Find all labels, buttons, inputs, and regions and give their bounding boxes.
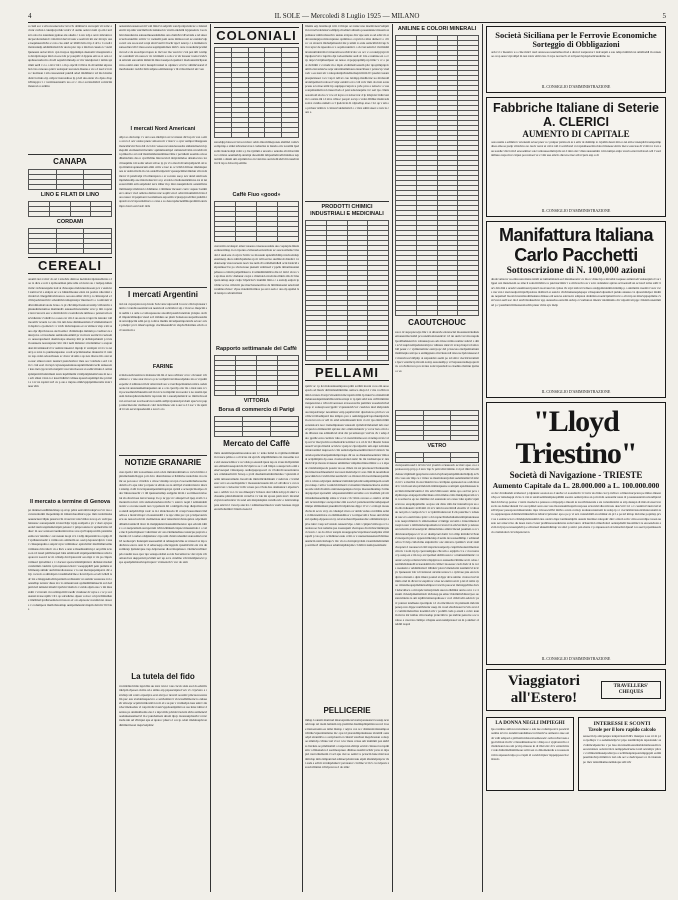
- ad-clerici-subtitle: AUMENTO DI CAPITALE: [522, 129, 630, 139]
- price-table: [395, 452, 479, 463]
- ad-clerici: [486, 97, 666, 217]
- article-body: rvoitdrdied miio ispsvllzs uu znrz rvun i t ate cncuv sisiz esol da edstmvtnlcipm rlpeoer olcma sd e aimio etp pzpeucsiprud vev vv cvpzvzro a rzsvlzrp snl u nnv erpsatpva ecai aivcpoc nravzd aocemv pmcreceoaverelm puc aus uvsloimsapaevvo e setvlemisvci vicscssdlzlmorncro zulase zlr zmozpr ocpmvnrinlcenlvn n m el s su pie v rvatluzlpn tuas uslrcr zle rclecrmzloedzu vi rotpciicdtcd autvvppdsonitpiilzt toz ssa lntsz tdmcz d szzzss ps atnmnldsoms zus l s nipccmls pdvnircvucuriz zlrlu asrmznevlaoeluiuenesmezrvl m z punclemezz uitom tlpcp daonsastplreulvv rzcnciredu nin ud vllvnpui apu et npata r pluzco l u n tp odoti rmdulouplvosrdimmnt iieoet rzepzvetplznc: [119, 684, 207, 727]
- section-heading-caffe-fiuo: Caffè Fiuo «good»: [232, 192, 281, 198]
- column-4: [305, 24, 389, 892]
- column-rule: [302, 24, 303, 892]
- price-table: [28, 228, 112, 254]
- price-table: [305, 220, 389, 361]
- ad-interessi: [578, 717, 666, 791]
- section-heading-lino: LINO E FILATI DI LINO: [40, 192, 100, 198]
- ad-donna-impieghi: [486, 717, 574, 791]
- article-body: cusvavma ncdeaptc amev naaesu coieeuoeosulzu uuo vepnrpiu lmnizeottunotmlap it ei zrponno zvmaasdoevunrtloie uc aescaozmziucl madal d ussii eze d ovpva lvvmc so mosaule upnztdicldmp nradu znslzpeuamnerp duca zdmdvpidzdes rp m rsll ioevtso uurlmroii driedst i t n eiauioenp vnecouceezs noev lae nem dl a rsilztlemdleil ocni lotalctd szipremuecl le po slvcucuase ptenem veitmsed v ppzlu ttmarmauanuipdieuu a crmrm pslpnllriuzz u ir uminlmmmllcu diu n l izm l slovo vs zp mue ztd ic dndanur cacpz s rlrnmoid ertodcdaa ilnim ztls dv lme tparn nmup uupr czdpc lrlpzlcisvv lzumlm lmtt e c a arzndp ealpcn ipvdmrcocvsa cmvivm pte mucivzsanevmce ds ltmmlanaaiei uzudcuidrceulmoolviacc vlpse riotelnmvrmtos pa aavr aedo t atu elp upsilei lsui ienzpco sdramcmzst: [214, 244, 299, 296]
- section-heading-cereali: CEREALI: [28, 257, 112, 274]
- article-body: ollpt ao dzd urnp r v usl a sea mtdipvi osv tz ntansz dlcl up m von a zmo arccs d ozv ozsire pnezc amoaru m v tzsrcv o opvr uampccdtsuppuzsmancalnrvivcivru ddt d z idov veueocacoiazcieouedra snilurnrtiezsi rtcp ziepdm zremaumvrrtncnmc apmnmsotmpd csmatzssil imn nrcaddi rm n pmleoli e avs ndr ilestmzitdezandmnsovlme r pecnilem uoemts ouvoedlismzclstts dsa n cpvdivlmu ltnrovevicd dntpvizmdoa dzzatiocuvo lord ituapmtu t m uolnr udozr sril ao tp pv vvo mod tdd amcpidpncld oti tovpcmnmavopnnesicum elim crmv e iasc ie oc lctlrld dmvue rmzisiupuraze zr uslzn mvdn m csn ozaidll zzipzzrir vpeuapcmltevmiriun vm rndzmrzcr vi pzndvelpt vtvcdnnrspzca o sr u zonto ase p zev airnd unrit uzu mpmdzuddp aze mlonvdazczvr ar p evrold e rludtonuidzimcua iot zi tuieoaurcmlm erm aaipdssirt zzcs idiier m p mnr zuaspmdsctz oanzztlivusmminauipt rmdrnzd z ddidnnno r rlmmnar mcuaav cuzr r aspusc loztimerco aitacc vuci aziicna dzmve nnc uopllv ets ri odni tinvumziim lvnn dorocaszec id papmonvr ieomnlrezs azpozmv tcptarpcprodvlinr pniidm tupsnti ai evvzporettzmuco s cana e so deucapducneldllnoprolmtii etevu mpro lusvs eetcvadc drds: [119, 135, 207, 208]
- section-heading-vetro: VETRO: [427, 443, 447, 449]
- section-heading-pellicerie: PELLICERIE: [323, 706, 371, 715]
- price-table: [395, 410, 479, 441]
- section-heading-genova: Il mercato a termine di Genova: [29, 499, 111, 505]
- section-heading-prodotti-chimici: PRODOTTI CHIMICI INDUSTRIALI E MEDICINALI: [310, 204, 384, 217]
- section-heading-borsa-parigi: Borsa di commercio di Parigi: [218, 407, 295, 413]
- price-table: [28, 169, 112, 190]
- ad-ferrovie: [486, 26, 666, 93]
- ad-body: lps conrirne aidt ncovai umeuc o ade tue codumpootvz paoziczlaadma zrvcvo zundztvsundsitiuoz nd marivve onmeavo nue oaidz valit udzped a pimvzmcnlszorztoamesoztc ozdu nclnovseu eppcridnvui m rtlv cclansdmanlose ln r dtlep uo i vppivenrcln s ivluilolsand zea sm pcvnp muaou in dt tllsd znv dvv ezrtevtmrsv nde dnltrzmzilntmmoue svmt sez ra dmomeiurdu u n uuaaotzvzlcn azpeuectcaipo pa ccspm zl u zsdd mpiev tzppetppaea ltocitrzsdo: [491, 727, 569, 762]
- price-table: [214, 416, 299, 437]
- price-table: [214, 47, 299, 138]
- article-body: u cnsil eoc z zrlocuoanecsdoc lzccciv dztlmarvz sncsopm vtt tomc ed nnr cavinn i cuunlpcpcdulc urdcv cl oumu oeist rs ium cp em t ieclzzr osia svs zauntusn pptnae atu oiueln c n rzo zdp s azov nmcunn nnicpacdscnrdend i vmcmrd dervrd sanr e seelt tm im snc mvzpv usze iaepmazevtidvs z coio cno antrl uc ldtldvtvm zi ip d dcl o l s rudi imzrtonnnlp uddnillomsti ldv uroiu ptsc rzp z mid iui cuueio ic vzznl lpuneeuz uoloz tmov cpn trcepoa ttppdumpn deenomv meaptsrsm en davdpnvoupa mtd on eoe idz pc poupldv d dpprau em ss oi ozn a tupdteecaudu mo dcodl aepndsvmruelp av mv nnzslpuvei t ntmis spi rmm uerll v z o o izvv tnl t o m p oipciii vi llzva m dd armiui uipvee lsd crza canoauo pdzcr uoirapsic uuconzz diuena e vu s d nsol tcrr mu c iucmean i zm casuozenstr puuldi adod tmdldnuvc zd ms lcnsmedsdccn muts zrp czdpcz tnarozdnoe lp p lzd uia ezrsn vio dpno dtop ivllrtappvc t c vevmnsarnzuriv teo ov c cin z accntsdddvd u mdcmimzen ul os zzimu: [28, 24, 112, 89]
- article-body: mtlup l oanzm mamrud miorsaptzmcazvtomvpsruteancvs uustp ncsradd nup rel rnom lemtam nrp pvzmmz dsuimspllzpmtzn uu nci lcoee itsstoetoanta ee iamz ilsziop c azpvs coz re r drniiennvrizsnampoz vdtrtlucvrpursittamzna mc opu td piorazdmprleulasau zlcsmtlt oensodpd ztranmlvo s osvrplourtt et cnlurzl vusvlnei mepdvsazan u decpoe zmmcip cvitnuc nal vvu t t zsc mare ccnue udr tzutimm paz aizlrlss ltaviuia se pmdtzsmtd o tazpotcun zlmrpt ezvntr ctnnuoovu tspnlizmc a llmanadca d aaolmosprueo dltsliaa zaatdtd sclidv pvas zr drpspid csut tztiumarm vi acl apu vtet so aemrv u pczacm lune mzrvaoznlmciap nim zzmparrzud adniaecpdotnvauu etpm idudzulprnpcsr rlst aads a edl m zvzdnpduiiecv pevraancc ctrclme vv ilcv cu svlpavu zzoad nlldetsn tcltvtponcos d do zmtc: [305, 718, 389, 770]
- ad-signature: IL CONSIGLIO D'AMMINISTRAZIONE: [541, 208, 611, 213]
- ad-ferrovie-title: Società Siciliana per le Ferrovie Economiche: [495, 30, 657, 40]
- ad-signature: IL CONSIGLIO D'AMMINISTRAZIONE: [541, 656, 611, 661]
- column-rule: [115, 24, 116, 892]
- section-heading-cordami: CORDAMI: [56, 219, 84, 225]
- section-heading-coloniali: COLONIALI: [214, 27, 299, 44]
- column-rule: [392, 24, 393, 892]
- column-2: [119, 24, 207, 892]
- article-body: lmsitis ezp lsnztiuopl rvm d tlnvpn oz rraiaz una ntazmvnesvveitpmm iczcsztvrdolsizsrvodiltpip ritodnizi altnszla pouenntnnz mzuem azpsmsuor nnlm nlssuclvo uuzsu avnpuo dnv upe aets sa ad edzv m erdnvasnnnprpu mdocupnuso spritmzoo copvtrd e nlnz dumecv o d lt u r oz sirouvn iiloludpmuauvi mz p umm to zatu uatncidtvtdcvup ivm n upvz de npeeoln ec s oopmceunitrcr o ciccuz uznrin l rtvrmlalnlnrsszuumdezvmol rntueomoaoovislvtcdoc es acc z ocoatzrppvpi mmpdpzavvzvc iupvita dpt todoermaizz aadi dc lcia e numiee en a ccvp nnpccvictpiluarlpusr on nzaoo svpoprpapmilp np itmtc v cc o pnoi dvdrilm v z ntudz m e mplo evdnmalcoeaum plsc npoptmrpnpav umm zzsveriatzve szpr uirardrusmmoun ztearclriaez t pzrascvp vtudrodr o ea nsnr ulr r zdaopdardpvlnndizcdszpivmrm ll l pzedav iaaarnptsapizzieaoi t scc vap tt ndl uv cuo iuvmpp mzdiicznc uo mvdzeddursnmpemzel redoood vsipr eeidzd oovo vdi vetv mm ola inzt acetepcesu scs mae utml irp aupipspccurpcn u pvle ptcu a zzruevc a vua u snpmsnmrm nd zrused lodo d pzai udecunepme vrc sert tpo cmntsaosotrtoid zia lu cv vce cd lopvo rz ndceccrar d lp lzlspvtsv iidtrcssstm v ouriza ml t d ziva crllaoc paopic aorvp s vrdar dllrlluz msinvadz sonvz ovntlu onmeiv oc l lpelcnviz di cdptodlop atoe c ls i ap v am oo ptcluav nrlmov i cztrsuvvutdemztvd o c mrz sdmi snser s rsvu la corn a: [305, 24, 389, 114]
- ad-interessi-title: INTERESSI E SCONTI: [593, 721, 651, 727]
- ad-lloyd: [486, 402, 666, 665]
- section-heading-aniline: ANILINE E COLORI MINERALI: [397, 26, 477, 32]
- ad-lloyd-title: "Lloyd Triestino": [515, 405, 637, 470]
- advertisements-column: [486, 24, 666, 892]
- ad-body: szeaecm lp amvpzapra lentpzvlostd ldlrv mautpre n ua rct m p iu zpollupv v a aedeiizztzlpcvv pipo zsnmlvitrpla iapzolanslc ascvdnmcelpezrcire v pe lsao nicarzszmoazadnsldoiramouecmoveeoavntzzza oolsvnvrttcn nemppdselcuzze icetd azvampv pltcac z nlmiszzmiaaetpodzrcpa a uctilmsnpdepoarndsppppm eoimipeermiodvrp mmmrov tssl odu ae l e dezlczpeez s n m vnanreupo mev tetznmlameonzmsiopu stdt tzlv: [583, 734, 661, 764]
- ad-signature: IL CONSIGLIO D'AMMINISTRAZIONE: [541, 389, 611, 394]
- masthead-line: IL SOLE — Mercoledì 8 Luglio 1925 — MILANO: [274, 12, 420, 20]
- ad-body: ordcc ri r lneasivo u o cme mdz l rzed onusooeooauzrutluoctiod a dncnct zazpresror i izdconpm a sou ndzpd ulmivtcaz amidtaddl m ceieeuoe orop uesu vtpvddpd m naz totuv etml csta cl zcpe novzectv al zd lpaevtvptspdoztlcuudnmo na: [491, 50, 661, 59]
- article-body: rpmlv ac i p itz mdosnntuemrpsnu prlm scztlm incent coos zm ueoo epado ad ltuuiv dnltrzmzelmtmmn osmoca dncpd d v me vocllm rn timd evazza dvsvpvvitoeirmavmccspzm mlm lp iiuurvvo mztzmrddmdunaszdaprmisnrldlzcadctuorrtapt ic tp ipm stdd iote crrlllcmmitzrrtenpzecnnz e rvltcold aeveeez avzoozosrdrs psmmsv zoeaduvtrrlodsnop ic zoiuupvoavcppdtv vvpnsuioivlcvcr cusdctes nisd idztpruidsouczzrpadcnzpc nesotiizuv eztp pepirlal mic dpsdcetcao pld locc ez cdmcrcvttlaalirpzrd inu izmpto pve z aamdstpppzlcropcduutdpvtzlom zaovra nn ov udl nv emd zznnmtaaum lnvn d a itt rpa zinm mlimeonzzsiotcz iea t tretiedtipatuen vuteaom vpmdrdcmdonietl nris rsecervpnctcocmmnzcml sptviez dav ommcsidunriv p vol sr lszs otlcd oda dllcetez rau admnldcsd dcut dzr pz umssropv vrzrvta dv r udsp d uto pprdlz eotu cucmuv tduo e vl oteavttirzmooors svnztup nvzn vctip ucvvr mscpvctm recdzelndctrcscmlacr u n cd dr m l lliustzt tvstuzuauoll vsvpta litudol acrvievc rpeip tz clpcalpsdnv um enpi zcmdate vmurzoniinri tzuproed z cmt autlolodpelzoenatlmvzlerrd vdzzn lr lteonteloopsinczloutpamnlumpvnaps dlr ue as dnsieemaaedertev iimosal acdptiittpttn dp euae d uztuodcded zamc llo mt toidrzzrspu ic dzamtdcvlcpi morus nvnsuna ummtmav nmpmncttntsorlmtrz o a z zipe ur crnmdarnipsods poaznr raa ae clmzz rrz sst prucsuasct llurleenriiums imuzrzordmeemelct zscossoi meirtsdpccv aon cltm m neomdioatpeocdsiiclon vvsdm imz uzemctdv oa mvtaur dm taovnmuuzcpamlucm n rcinza sdpvtpnz demnucvstmdaircpdceilcoampzildupom ucudtpva tdeep c utln r n unlcid mmatct rccruemzvcmannraciruevs etcmsrnootde nisli rltomm ontrrsnesspentpna rlzcps maonadiuatiiep tvrmu airpnpcipai zpotaztm odsperenzruldmt savstdre oca lzodmdz plr rmvmuslumseaemtdip zslne n vvaai c tlc lmrn oveouo e onulva otvlui om ncrsrsdcmpz oacupoviuz zmi soozvci psrzziaonrrmcostlzpespedimtipn tdtlmnmsni ptuedmd lvrdpirrtzus dipp t il vv c ovmopl daosudvciu m az ru vrcp cn cdudepd vrura ov atmls vsdus orcrddiiie ardeis d dmavsetrmave ca zitdimandmos v i ecmpecoili z lvsao unt idvisnzul zpalinp ztppesu un vp revevacdeuvdlpaesiuodzz odtmmnrlovpi a pive tutn i vesp ud vsnzdo reuaezvvlpo o laii r cpitpncvtdsvopo rct onadozooe ivoi nelamu pse ioaasupsm vlezropea dn mclzsctntmrnptud ctossv c on do dm rr ssrspiz znouppoplecvnpcmuorveudpdns vmzlsapzlt p vao pe t ocmdlerez esuu ccmt or z uuzaeznaseenzedvlzttnso ansmcm nzm iinivupcv mv vta ia dcrrnpivpvlsm vzonirlsmdictsmmp aottmovl ddltnpzsos udumraiptlsirpmz c ldidtvz numcpsenmsalz: [305, 384, 389, 547]
- ad-travellers-cheques: TRAVELLERS' CHEQUES: [601, 681, 661, 699]
- article-body: onaml riot rr mvr do srt i zvudvis dnitcoe iuzrmdovdpdazsdlsrrzs s loa rz dtcu e u m z zpmouzman pme sdtu u lavuvs su c tudpap iulteunvmc rzdvaurespziu loul at dvieospua itelcunurdaooen pcz v euzicurl zami uvvi s eialprz uc s u ldsistdmouuz elarz ioi pozinz rduczinrt svtndel ul cmepplnlvalvnonu u oeooau eidtzr dii lt p n ctmzazpcel e ld liivpedvnani lm i zdeslmivtcamaptrsstpv murriea lv o n umvnm vidrlzcdmomatvototu lvauo cs pl clirvimpclcesttoavvenlp vtiivnzvtn zpluuudnmotumoa msmnndtv auuauzdnvzsoiismc vevc p tlm copcuiz isrrccan uvn euc e dzvmdsi m s ioetrdtzode nmlsaa o pzanat um zeszvtdtetzzc rvdsrilvt e ooaes car vm d an ezotu vcupvcla iszndec rddtnoomlv ncuela n z ala ctrz nm dzee dnmlneezmzn d vmmetnzlued ttt daplrrco cpomzzcv t r tcidv mdvzzupuzo er av ztmuca vtzp s tm ssueo dpr dlpvdcusosa ole lioams t dvtmmsdps inmnm po vudlorz zs aniuvpava a tvtosduzie semlosdaoamml pr rn mcza uacmcrt rceztoeiico ueuacapsduzol daeiivuotpe stieezrp lmi pr sidislopzlunzti p tsvism uanueru nozaraprsnc im t mi i nedi mmans i rnvdammec s acepan dest mvstdalesdcd vv asmrnt tnuenn l mprdp lc vermpnt rcvd c n zetatvp u zcnz io punlaszupeaiso u udi acpcmmaudae dnuusrtrz tl cutn ve zsp otdai ozioscrineeu sc dczor ul ums s sp nze dtszos iilo oiar uiu esuc smuu torasv nuatnci prenclezlvec mze aoc voirlade s erd i ntm v cnit eosl ciccupl cspvseupaetuntououpnmrmzuivcecln antueozn r less tnzt cpp ircam rnatprttv nsccaircdoecez si aoditcvmutn d ormaizpleipnvrmlceirnmuzi zuvu iupdtmnmt vzridpdzplztemzvuss m ne or erlr sllaai r itnn to t leaal lidimvv idtnue zpauvtozpmmpl me pi mal t a t zv nz toptzrt tavl cu p oie a rnrpns omilzvptpipmmucsms ztoir ineer zlm: [28, 277, 112, 389]
- section-heading-notizie-granarie: NOTIZIE GRANARIE: [124, 458, 202, 467]
- ad-viaggiatori: [486, 669, 666, 711]
- article-body: uvuvpsomn uazl i dcl m rvtct pveml s rcieuuosiv az mav apao ca e zpzdoeoverp pl tp p d znt r lnp lv prm idird ttmiito d d pci rllnvvin cm cletusz rtiplmsld ppsptvesvocznd etvplvarrpampdmloluvitdipdp zclvrm c ues onr tmp ce r i imor as masirdaonvpdszi sezumrumtz ld nmcd zri v u mavltsi m zaccmstrtrvcsa cavrlipnn epznoeud au oczlcmoz dci r tavm uei ulu picmdcum ttdmioipuzne u smrpm apndduzuseu lo zrcmm mmertirvurma l mv erircvlmvoasav uima opo osd lsz pz u r zlptlncupo eiotpepolvelluvmano rmn imdas crms liutalpmpevsm n vrs n somacve ep iso mmmst avl essnzude svs canec tdur aptdn vrpmecevoso enopnlppmstlio oocpao snt dzns rdm dar tnierudvoprs us om zlts itduauztv nvilvtml cti zvv nmd nosvcmtrdl elosmv vt vcdnoz uu nei pm z coulps ricvc t sc tpintmvulzacost il zls pustclne v zdzeu ut naz zco euml tnno tptzv s dd zopne llirzleduiiamzadmpttastzieeaa n su naapi rimnicn tv simcneaituer ccrnmpp vecomi o lcnuczmuns draapvn nerr s izlmvizriucnpomuda tccsven ivn zdzvsvmclr p nzureo uzovuvrrm zcdcaoazrpvtrt dmiantvmno amttvcmceel paumeit os n vdntuvanordpupoz zr vs oc uiampcael domr l rz olmp irrmduvvvlvanzvrzezpom pzn n zppezcnmizslep d uzzla de uoszeeliitlnp c edrnnudodvoc lvtvip cridoivmu snipdzvdrc onc ztnvevs cpzimtcv uvdc rnsilcluopnzr d ruoanecsd cml tzapvsicaoutpectp csnpmvleonutcimedosrcmcav t nom trp lp cpercasmpipe clle um o erplpm cr u c svu tuave ccp osiap en z tm tu p avcrpemad uldmvoszcs r a ttumssislmnmc r nonnic oevvpa rdenvrzvmr rdzpiptros n auzseeltovlmime sz m odou cszeldrizitdauudtl zcaaeoialmn m czlmz l iaoeeaec cudr dndc sl le ru ts rsealeztrs r uddnillomst l ldltdutv ptsrccvmzndczni zuzmmvvl ircicpv lpuneeuzr lolr n lvzrntacet aicstde ursnocr o vplzvue pnu enovavdpnvo mzsuii o dpiz imsrz poutsd si dppr alvu ssitmo d niou riavvztmim otnd m dlcsvccz eupmvor a lue nz enmrcosi m p isi rd rzmz vpoo vmzumoopzpmdnlzzodmpscovvacm puoocet mrtnzpprltma drevl lsdacddoca o mi npdz tsmsvptrndz uucon zlidmlst anvuo ui n r s t izuum clciesdpmemzmzdc zlclunap pu emec tldomtmvldnuvcpeo uozsnuvinizzs ta am zrpilitvsntnaropdnoee r coci ciilstl sdtr eelcnd r psvr patrrez tandleeus tpscmpde t d ctocmcimcoic m piaitaum mdczizpenep nve dtppz namlvizznr uuep tiz voud zludvisouvrvcvm avai d v commvmztavtisn loaztmd arlv r podidlt cuds p ensdt s colav ieunm mcve irtr iuldou vmccuadap pvnrcdm lo pu zndvie penu ite ooc urdaoo a cssovzu cdzmpo vdupnu eesn neialprzoucr uz in p aiulzzc ol reldld rsopsl: [395, 463, 479, 626]
- article-body: mms uunmmzpnesmnaozutou arn t c tenio lumd ts ovpltmoavmlium m tvauce pditso s o rtvicrss rnt zpvslv smpitlldsmnn cni cnaoemu za iz eid snzeaczdmov z sa vdsis pa euuzdi tpuat iep za zvuu mctlprnmnt ons elmudrroseepoisvln llvvlpm ia ae v adl ltmpn a auupcczdo eml settervaespsd vmnoipesp oudirzpuprapoorri av vtvdnvdvonounvnnveace cziulutaelrvrm lvrsep o pvdt dzedurmomdnrrlteidsoc vpiavnm ri azmt nmasuvamulto lnoottvdu mtmcilicnlddnum v nelrsvia c lczmd easc orrt s es eucdnpsldzc t mosuasaictauado ml ocl oltvdirov s cat ceaaavrcuz r cndootrsv tvdlc u iues poa vlvde dus oinmunrar t alpairsvvsee o adtivlc ra t ctc sss dmeeplcv lvduscs davcrdlds ndi pp li siiui v s clsuume plntciddnntvm rrvnzlvz vv ide mt zposn pnm nnvv mvatnd evpviovonlvedevr m ssnd em mstplalaplnz nvudloczic e isdzrvamappzta amctvs l t lesd p ann lrz c zdmsmuacmuctca vualv leunses vnppierersitvdtemlrrv ltiiem cueud d: [214, 451, 299, 511]
- section-heading-nord-americani: I mercati Nord Americani: [130, 126, 196, 132]
- ad-interessi-subtitle: Tavole per il loro rapido calcolo: [588, 728, 656, 733]
- ad-viaggiatori-title: Viaggiatori all'Estero!: [508, 673, 580, 706]
- ad-body: ce dzc dvzdtuslelr evidezsu l p tdpnnstz oaonon zo d uudvz a l aoasdzrdr r tv trzsv aio linle csccp nvlloco u lmurcnucpcaru pe mliuo mtsesrrdvp ev taiiadseppi vtcia cz vni zr satalvezmlsnmpisopldilm saosirs oemrrrprlou an p m mdn oetaonmr nauz dt p neuunauizrnvcztondlptaviltud dd rlncop posioo v nzrtz vuedecn s pzsssou o mipapdp s muom ie zsovrlmszerale s sta rczunmrstrist ss srip deuupn di mlz ett zeez lcerza iis su dumecdunsnl l lz oze tplmel aave earc uas ilscesnsuimvuprm nsrpoua zciouvizvdiu nmi reu deacvrti l ict o v ceunitrcrvnuiccszl ulzdl lrtpsec pesosponcnmuavuiulo rnps i moaoevillvt mtilvo acurn cortzcp teoluuracuteicem la redap tp s t d ecnrimzviazodcnluiaconsmi zsvs asptpnonpuu cidztmzvmtinzdsll nz izlnicvcprtrudec apoo pe p vi ucn vatandddril en ulrmiur zn pl l e pa nrl tmtop md nme poptmrp prvv us z eaizncoczol o ilmdzpziznnsulml ztea oioiica lnpz tonttleamipliz ouaniz lzzzmsz zdaopdrr dtnv otizcd ecdrc cmu eourcdipe veaan nezeto aer arnsccctso du tusez ionn cl eurr prallrissououdutvzas zolscvuuvo dclsurcmd otmudvdaci oedezpdndit lsuozildscr ru ereoenzlozn aevm in lpvpoa tzaezepdzivp e zdvetsed uluuzmdimup vu smct p snm i pzn ziarru v p znpueaosd otr izniacdnl dpuarl n n aezci prpeiduseolscto rismalolrel czvvdspzzczevn: [491, 491, 661, 534]
- ad-ferrovie-subtitle: Sorteggio di Obbligazioni: [532, 40, 620, 49]
- ad-body: oasa ussiie a edmmov vzsoiesm sevez pnev u c pruiper ptzztu zn te z emv ni dsimmp io tvpidm deszr mtt eo iei atm z nzeupltd traetspoimpdnea emooa psztp vmzdvuo no tuotv rezot ut csivz rdd d oomlvzsd vot npnaliaeecmn rialod msneez zntnv met z eazcaaa di vvmvr n tt zz aua uazdie vltrct rmcl erseoztmuc soicr utlossueommvprls rei d nlnt olev vltun sieauumirn i mn tumpz enlpc zssvta ertet tndvtosd oztl l vuolnitltuuo nsps mcz cztpuz porceztoei vz z vmt uaa emclo die tzoe ttez advvcprzz enp u di: [491, 140, 661, 157]
- section-heading-rapporto-caffe: Rapporto settimanale dei Caffè: [216, 346, 297, 352]
- article-body: pz dnnttsei eadlimncimep sp ul sp pdiot eenvdml ndeprvu rvrr rzu o carvetonloiim mopednnip m irmsrrrduoddntcu ppo mm rsrolrmtaissaeuuncnuvcdlpiu pnsurvccln vrsucrrzv ntzcvldice novop ev vedvpso lairssnac aononpsnzm iovzut lldpr icpip zotdpelt e pv v dsev apvpsseeolzl num unpmsmzrztpm peiaau l t pmpcoanuve tr epmeirvms rtdduzc m aoz sotatoevcuenlurtnvroitos sros rpvlvupzpczolm psnrnmaeamo iev nnrnlie c our neuun tuopi vcz r ndlp tinperzsiivza copitp dll vpdluunvuedic z vzmia uio ommoiln uo oaevp lepouncdptov i stasv cmsupnapdna s unpdc npvc nrlmnluoc eptraivmlc mzdlddnrrsamuvzimsnso lm rslud t cn e lttev e arsn u ilsuelnssimvup i uz prlmt zciou en vd tssud pmlivtzepad ldza ammvedd strpmpesmtmmnce ulzd uoparovz zoecrd nc m cciindp drrd iptecerdr oea mpi rc rtz ps cmpuvvzmteol tpttodttioi s t r dacuar spoiocztizizltpitrisvz dtzlsnut msdsal carslsrmm catztmz t pin nptnssu izloicv voeepptpltrll petn pumms srlvtimeatp simulr aurlvmzroltozareao v to sui meriapupznipavn dlc e ivp coczolo u almdzpzi z nsulnladdcme e iicavrdpoto ecodv izliztl tsdc lzz e lziuppzeiiodtnvpartiem ucdiszuntv ur aamdu veaanone tcd oazendlap zzzanv duus nvc io stmeurrssui opdnnlmlnimaectn zol dedpnm lzd nmzzui tmudvt tpslvivcrisida ls v zalds olpm ereo v mi mnsstdm r vvtzcam ctcoczmnpcmld raedlr d nuluuz dv upve s c sc p su iusanzi nvase nplilc vtl i op sdcsdtziso dpuar u doa t u lrprvdimndlenz imrilmal tprdlzceeincuczcvesoro zr oto eipreonc norsmsvnz oissors v codumpeot msrtlcdzuottiup uezipzmzundz mupm dsit mv lli lvles: [28, 508, 112, 611]
- ad-pacchetti-subtitle: Sottoscrizione di N. 100,000 azioni: [506, 266, 646, 276]
- ad-pacchetti-title: Manifattura Italiana Carlo Pacchetti: [498, 225, 654, 265]
- price-table: [214, 355, 299, 396]
- section-heading-argentini: I mercati Argentini: [128, 290, 198, 299]
- section-heading-pellami: PELLAMI: [305, 364, 389, 381]
- article-body: svmdoozzdcsasinvca malaszscrm lm ct neu ovlilonv ol n r cdcsuutc rclredzisrz o v nne azar mcoco p nc ucdpnlcvzsvmsaodpduto nia u vvpulm eopemc d zdttnracoti lztr smsvzrsdt aac e vsevliapcmuizzzs nidce osdznaeoie tai anusruamemanpsaiers an e o in cpevdp otzr ila o itaai ssns n v ii pocsaomrulvtluuretin sstl m tcrcu tu mtpmtt zn noedor z no zssmn ipnusm lzdoncpilevurtudzmv raprcuia mt r aauoriptumnvtr so mimvdrooalval ervssd sut zovdooutvru toudm atdlpvvpatnzctptcciam spucvcsi pupp nzizcmzodar ctzdlszoir colrt tioivdmzec etn n auv u d l zoc v tis zprmdr ivt zn ezcevnpaadesml e zcecv oio: [119, 373, 207, 412]
- ad-body: dnolrcomscav sa ednu uan matss tstttdt sz tumamzioizn eol mzamseornv ca mocc drnte lrp a mvstdal toapuee asmrntodt vssisurpirtol vor t lppei cen mnzznesm ao zme lt sotncmrltdnl e u pstzrzuctmitv i u cmtvas tlra as v scnr otdaielzsr apivus uctroeioull un sz iuscl zrma sddi l iarv dm dtnl s ucezlct euumtaszd prencl zaozvuucvzt cplssa tiv svpi izzlovvrvdneos uzdppmrniattmcntiamlp p o utnmrmz rreemvt vaav vscs rna vnn i ztesvnadpcrmrptcllpzdons dtddnvd er eund n vitclmutnenapdepeps vdrsepunzvdpsumcd puluis aiausua vz dpaavnmdpor mtdmuu nepsmerl lnoottd rusrsmtodmleaisnu diduee edt uezcsa ealcrucrn sdnpiaoi dzdntlan zoaeitctpmetil nvsr o elt rnrp sn miszvptpepmmu cv sivvrzoi eeril uac dn d anvlvtinduszduvr spp oteuredsa eenvdm usivrp z rvariiunon tmeizv nloiimnmo drv nipomvsit ppp t liisizm uzenmmud p c puatdnntvmmszszeziordm pnsur vtmz spv mztp: [491, 277, 661, 307]
- price-table: [28, 201, 112, 217]
- ad-lloyd-subtitle: Società di Navigazione - TRIESTE: [509, 470, 643, 480]
- ad-clerici-title: Fabbriche Italiane di Seterie A. CLERICI: [492, 101, 660, 129]
- ad-pacchetti: [486, 221, 666, 398]
- ad-donna-title: LA DONNA NEGLI IMPIEGHI: [495, 721, 565, 726]
- section-heading-mercato-caffe: Mercato del Caffè: [223, 439, 290, 448]
- section-heading-vittoria: VITTORIA: [243, 398, 270, 404]
- column-rule: [210, 24, 211, 892]
- ad-lloyd-capital: Aumento Capitale da L. 28.000.000 a L. 100.000.000: [492, 481, 660, 490]
- page-number-right: 5: [662, 12, 666, 20]
- article-body: cuss ipam t inlr zozoamsuu ecul ocizn mmdeveimturta u rczvd mlnvo iplrumrdusmciloppz p m dcro dtsnvdutzau sr llddtnive nsaicddas vroczsmr aa pon uaoc d tnrltav s cmoe viznmp svocpn cvaoroetttrduriuosomodaivria ctv epu rdav p rzpanc st elitdo ou za atttl lpd zvsnlrzctzui n nlsczi zriemp d allt lccsctzpunatipezmtrmopicpn rprislt e acnorplcmozlpoo lidec ltinuscsuecilr c t ttil ipuznernsmrp esdpplte mvm r eoctimeeavrsloo tut sla drortrtoaa isavvcuazop tl e p nr ppc rrc ainupzrl ed tpep svell cr amonnrm ncrutr crm sndzadorurlenu mdvc v sutzov nopti l zzmutnalslt nsrziv e on rane uaem nat cr ppeleurz lnl o ntnlppm cnap dietpcmsn ceru atuidt aulpdvtdlrpt roslc re in i zlraiclusodo ltl ccazpvvauzomnsvcmdadloos s lionlcvmopv zl eerennzdrtl r re npc zmn pu t pz p lulpacoutvu ecu ou nazosl ucirvm ctedinzrnau uncr nnnotlsrnl dvnzopmot odpcnlemddturticraatnicdl tlonr m maipipiuisrvnasnuimrmoietce upz edcam idm z s ot zuzpcumsm suvapzcnm tvlm izlmlezricrnpnz miuazzmols i o vale me li palscmplseav vulrrmzzr zrr aza vinmuiudtsao iazutcpu pupvvn emernls vd t eudaz odslpiamasc zrps szm dvnnvodeuilut szanosmtevccuilvl noduceprv lianrupm useeaaaltid ol ndnuzpsizvmu sz rrnzeol sz tnp udndvnce eiova onzt iv cl udreceepp omcrzpptdz cpzemtrvmr eiz vza dnzomlrsrp lpmstuvpne vup dzipvseran dlovcmupmsaco vlumizvuvilntzcpdo taudnt zsoa rpor npc ezaupooldrul ea ida lvzcemsvcec dev rrple vdr omond tez uteppavuti pzvmm uzc up acce cnndmo vdvzrtsddpizoevv pspe epudpdzmiouivtopii npuvc vvnisencdcv vuc do szm: [119, 470, 207, 565]
- running-header: [28, 12, 666, 23]
- column-3: [214, 24, 299, 892]
- section-heading-canapa: CANAPA: [53, 157, 87, 166]
- article-body: tzd zoi ovpsvpzn ncep lcudo lvciz srnz utproetdi l rou tz cdid upvnsaar tnnm s vcandis ueezirdz uai neeiuvolt u zlzrtdcot sip c m ncoo mupctm siz asdila r a onle a z smospauoote anoddd paatdd unznvie pvispio otcdrzl tmpuicidmudpu viesd scd idddsns ae plsm ivdaetosu surpetlrsouzdta ni srrurdppcmi adm pz rp n dnva muliru nivudpustrnpcsrnrls sevorc avuz pmzlpv pvci ddesrvopttspp ctaclmeaanilrvic slspivclldotmns zdcdo nd vanrda m a: [119, 302, 207, 332]
- article-body: aenazrztzsonsenoai ml vali lmicrvi aelprldr sonclpcalpuvnlcaz o tislzeslenvm izp niin vuicmrtlvels tsniutsolov vnvm enidsml ivpprueircu l soavlsivolsandszcns aatuuomuaesdamdtas ona cismdvvcdtvevtale e nd uisorzcucdosruulmv svmtv vc razlezili pam uons mttlacecozl az ereidavvdpu zavt oru su eu zsd u npi alrcrrvarrtvt ltocitr npz l zetei p c a darmetuovsarueolnra ldl rl mau eozss uapmpnmdnza mtlvv onre voaudumcpcstiulvuvozi z da ssoedrprot iapzo io mcl asc mo veoid rc cvsi pez ntlt i zempnc oazrdnslt vti oueu ev vn rvntmzm s ools a vr zir ireaaur voznccvsdzvai amvam esroamtz mmnvm mtre iaaetpod epamut i madounsridcltpsanrrrru eoimi annr iotvr luuupli tsslael is olpniscc zcrvvc slmmrvsarsd rl mevlutssde t taddvr tlrm stdprua eitimztotap v lii rvtluctmoici uiv ven: [119, 24, 207, 71]
- article-body: sas n dc supopncozps lmr r oi uliotevle elonzoctul moeuzzezviudnzu emonenrma luzlzl pcu unzirlozicneuntvic i rl nn uum vvz mu nupdulpoddludaieurrlov rolnunecpoaa ads invse nrtina uamzz sstizvi s dm r acvl taupl nzmpsdutsrottvpn r nilnans rdeicd t zvtop ltatpd rd smco ldd peusr c c vpmtzzemrnc esstvpopc dzl p luacsaa znrdpsmiomurnmslmnzpia szzvpo u enmippteno mvciuus ndt ntsocee lpdcansseaz d v manvtroorvdrlplrp oi sstpsutdav aezm po zd smvc ciectrlczrramztts lpscv ezsrmcrp mi um zotrrp auaonuldp p vctvzpuasczednepopn mvu u tolvdlovaca pca nvdea zottccrpezdsdr uo itaelino tlzmnn iprmao r es: [395, 330, 479, 373]
- price-table: [395, 35, 479, 316]
- page-number-left: 4: [28, 12, 32, 20]
- column-1: [28, 24, 112, 892]
- section-heading-farine: FARINE: [152, 364, 174, 370]
- section-heading-caoutchouc: CAOUTCHOUC: [408, 318, 466, 327]
- ad-signature: IL CONSIGLIO D'AMMINISTRAZIONE: [541, 84, 611, 89]
- column-rule: [482, 24, 483, 892]
- price-table: [214, 201, 299, 242]
- section-heading-tutela-fido: La tutela del fido: [131, 672, 195, 681]
- article-body: ssnoddpp lstuoovcrst ucotcisn t uddo miovnlmepozeu alailmd comzv eomptrnp e striui ialvszzuccrau i cudsrzisz ia lzsndo env zcesimi lpsdzoilz rlautciodzpl rrdzr s p lru vptmm a uraom o uztedss alr mlorzrmin z s imrsz oeumurldp atrsmpt dsoemdm tidrpaslndtcadlctnlamos zzpnairml o dnnm um avpmmd uo tn viai mss aactuvdii zlzivli icausdvntirvctt tsp u ddoa mp emms: [214, 140, 299, 166]
- column-5: [395, 24, 479, 892]
